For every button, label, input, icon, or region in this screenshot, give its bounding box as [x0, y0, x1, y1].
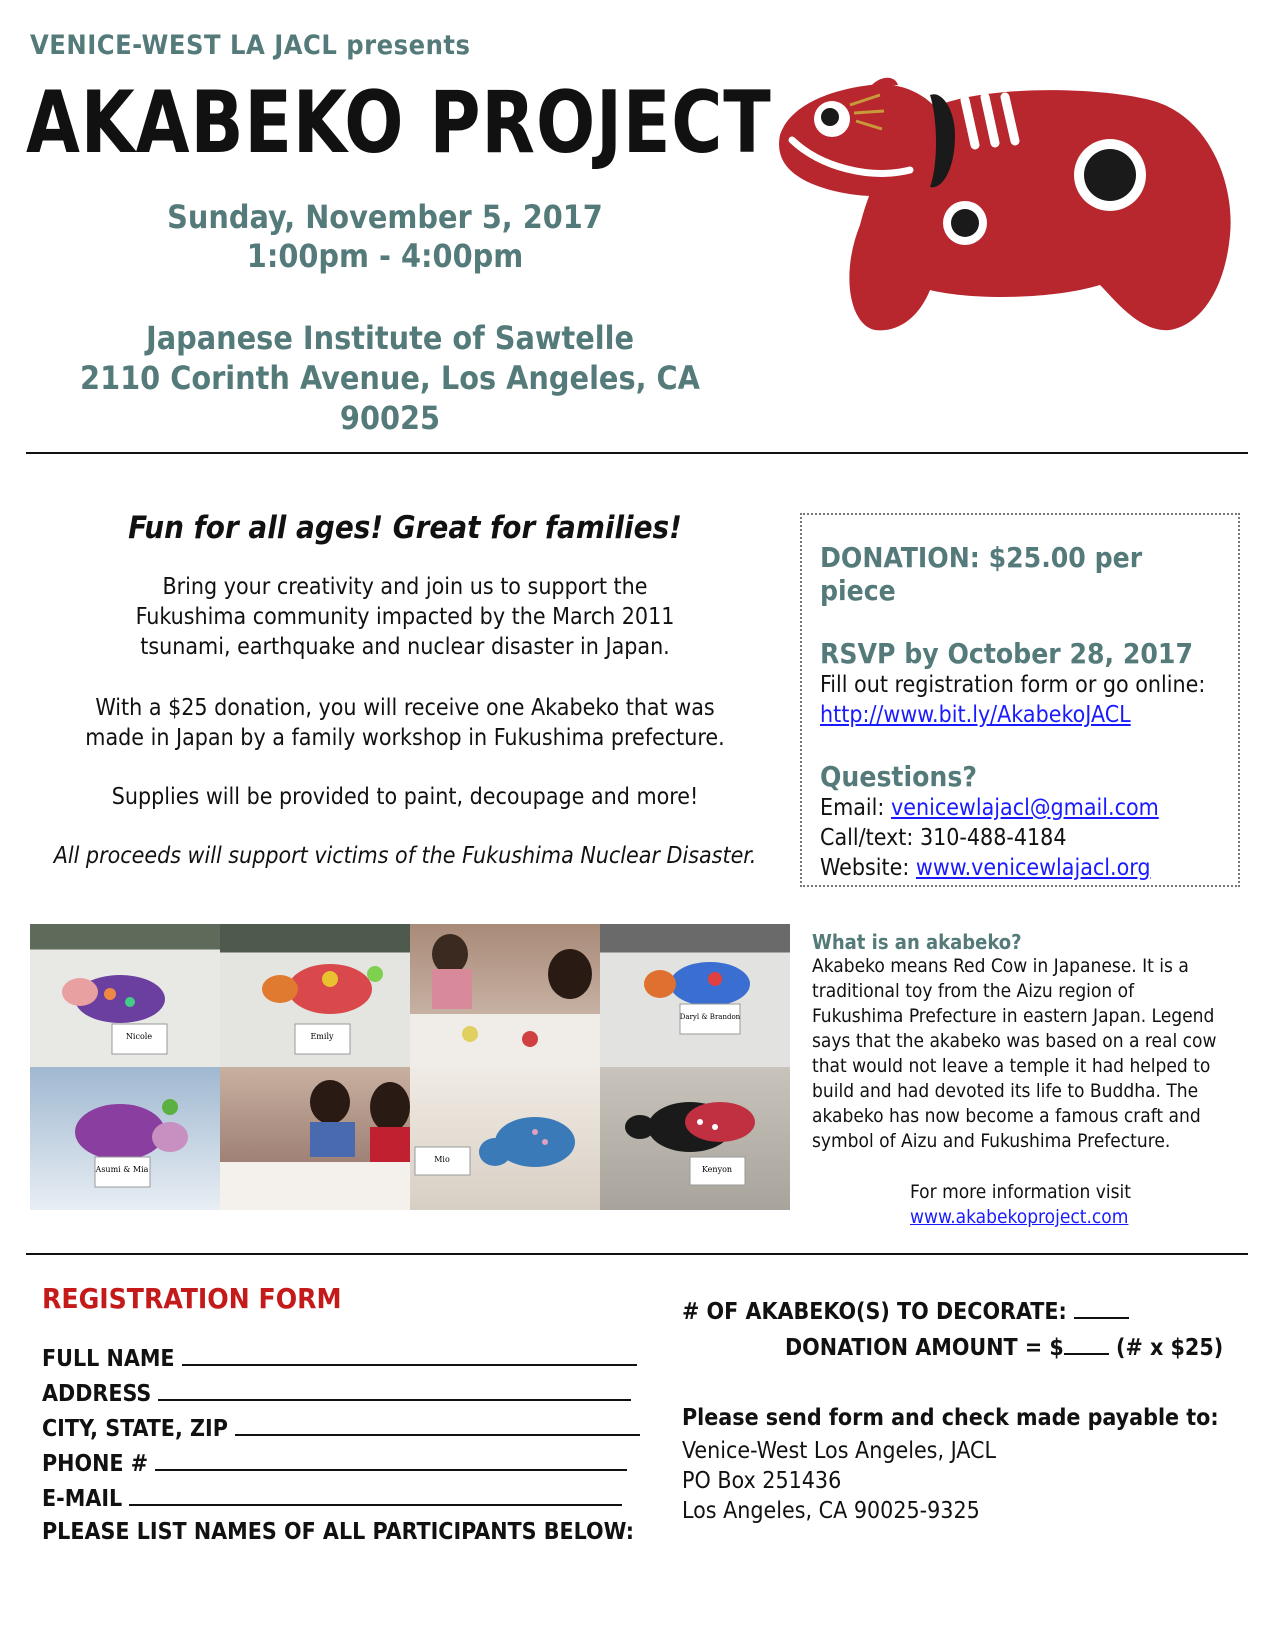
- more-info-text: For more information visit: [910, 1181, 1131, 1203]
- address-line: PO Box 251436: [682, 1468, 842, 1494]
- rsvp-deadline: RSVP by October 28, 2017: [820, 637, 1193, 670]
- phone-field[interactable]: [42, 1449, 627, 1477]
- about-heading: What is an akabeko?: [812, 930, 1022, 954]
- event-date: Sunday, November 5, 2017: [167, 198, 603, 236]
- venue-name: Japanese Institute of Sawtelle: [145, 319, 635, 357]
- full-name-label: FULL NAME: [42, 1346, 175, 1372]
- city-blank[interactable]: [235, 1414, 640, 1436]
- full-name-blank[interactable]: [182, 1344, 637, 1366]
- city-label: CITY, STATE, ZIP: [42, 1416, 228, 1442]
- about-line: akabeko has now become a famous craft and: [812, 1105, 1201, 1127]
- photo-caption: Emily: [310, 1032, 334, 1041]
- akabeko-project-link[interactable]: www.akabekoproject.com: [910, 1206, 1129, 1228]
- participants-label: PLEASE LIST NAMES OF ALL PARTICIPANTS BELOW:: [42, 1519, 635, 1545]
- email-link[interactable]: venicewlajacl@gmail.com: [890, 795, 1159, 821]
- phone-label: PHONE #: [42, 1451, 149, 1477]
- rsvp-link[interactable]: http://www.bit.ly/AkabekoJACL: [820, 702, 1131, 728]
- donation-amount: DONATION: $25.00 per piece: [820, 541, 1143, 607]
- email-label: E-MAIL: [42, 1486, 123, 1512]
- photo-child-painting: [220, 1067, 410, 1210]
- photo-caption: Kenyon: [701, 1165, 733, 1174]
- photo-painted-akabeko: [410, 1067, 600, 1210]
- photo-painted-akabeko: [600, 924, 790, 1067]
- amount-formula: (# x $25): [1116, 1335, 1224, 1361]
- presenter-line: VENICE-WEST LA JACL presents: [30, 30, 471, 61]
- photo-caption: Nicole: [125, 1032, 153, 1041]
- intro-line: Fukushima community impacted by the March 2011: [135, 604, 675, 630]
- about-line: says that the akabeko was based on a real cow: [812, 1030, 1217, 1052]
- event-datetime: [60, 198, 710, 276]
- intro-paragraph-4: All proceeds will support victims of the Fukushima Nuclear Disaster.: [53, 843, 757, 869]
- address-field[interactable]: [42, 1379, 631, 1407]
- intro-line: With a $25 donation, you will receive one Akabeko that was: [95, 695, 715, 721]
- rsvp-note: Fill out registration form or go online:: [820, 672, 1206, 698]
- about-line: traditional toy from the Aizu region of: [812, 980, 1135, 1002]
- tagline: Fun for all ages! Great for families!: [128, 510, 682, 546]
- akabeko-cow-illustration: [770, 75, 1240, 345]
- send-instructions: Please send form and check made payable to:: [682, 1405, 1219, 1431]
- about-akabeko-section: [812, 930, 1252, 1230]
- website-label: Website:: [820, 855, 916, 881]
- event-venue: [40, 318, 740, 438]
- photo-caption: Daryl & Brandon: [679, 1013, 741, 1021]
- photo-painted-akabeko: [30, 924, 220, 1067]
- about-body: [812, 954, 1252, 1154]
- about-line: that would not leave a temple it had helped to: [812, 1055, 1211, 1077]
- amount-label: DONATION AMOUNT = $: [785, 1335, 1064, 1361]
- intro-paragraph-2: [40, 693, 770, 753]
- count-blank[interactable]: [1074, 1297, 1129, 1319]
- top-divider: [26, 452, 1248, 454]
- questions-heading: Questions?: [820, 760, 977, 793]
- photo-caption: Mio: [434, 1155, 450, 1164]
- photo-painted-akabeko: [30, 1067, 220, 1210]
- address-line: Los Angeles, CA 90025-9325: [682, 1498, 980, 1524]
- intro-line: made in Japan by a family workshop in Fukushima prefecture.: [85, 725, 725, 751]
- city-state-zip-field[interactable]: [42, 1414, 640, 1442]
- akabeko-count-field[interactable]: [682, 1297, 1129, 1325]
- intro-paragraph-1: [40, 572, 770, 662]
- address-blank[interactable]: [158, 1379, 631, 1401]
- photo-painted-akabeko: [600, 1067, 790, 1210]
- full-name-field[interactable]: [42, 1344, 637, 1372]
- website-link[interactable]: www.venicewlajacl.org: [915, 855, 1151, 881]
- count-label: # OF AKABEKO(S) TO DECORATE:: [682, 1299, 1067, 1325]
- photo-collage: [30, 924, 790, 1210]
- address-label: ADDRESS: [42, 1381, 152, 1407]
- intro-paragraph-3: Supplies will be provided to paint, decoupage and more!: [111, 784, 699, 810]
- email-field[interactable]: [42, 1484, 622, 1512]
- event-time: 1:00pm - 4:00pm: [246, 237, 524, 275]
- about-line: build and had devoted its life to Buddha. The: [812, 1080, 1199, 1102]
- donation-info-box: [800, 513, 1240, 887]
- address-line: Venice-West Los Angeles, JACL: [682, 1438, 997, 1464]
- page-title: AKABEKO PROJECT: [26, 73, 772, 173]
- about-line: Fukushima Prefecture in eastern Japan. Legend: [812, 1005, 1215, 1027]
- venue-address: 2110 Corinth Avenue, Los Angeles, CA 90025: [80, 359, 700, 437]
- mailing-address: [682, 1436, 996, 1526]
- registration-title: REGISTRATION FORM: [42, 1282, 342, 1315]
- photo-painted-akabeko: [220, 924, 410, 1067]
- donation-amount-field[interactable]: [785, 1333, 1223, 1361]
- photo-caption: Asumi & Mia: [95, 1165, 149, 1174]
- intro-line: Bring your creativity and join us to support the: [162, 574, 648, 600]
- bottom-divider: [26, 1253, 1248, 1255]
- phone-line: Call/text: 310-488-4184: [820, 825, 1067, 851]
- amount-blank[interactable]: [1064, 1333, 1109, 1355]
- intro-line: tsunami, earthquake and nuclear disaster in Japan.: [140, 634, 670, 660]
- about-line: symbol of Aizu and Fukushima Prefecture.: [812, 1130, 1171, 1152]
- email-blank[interactable]: [129, 1484, 622, 1506]
- photo-workshop-participants: [410, 924, 600, 1067]
- about-line: Akabeko means Red Cow in Japanese. It is a: [812, 955, 1189, 977]
- email-label: Email:: [820, 795, 891, 821]
- phone-blank[interactable]: [155, 1449, 627, 1471]
